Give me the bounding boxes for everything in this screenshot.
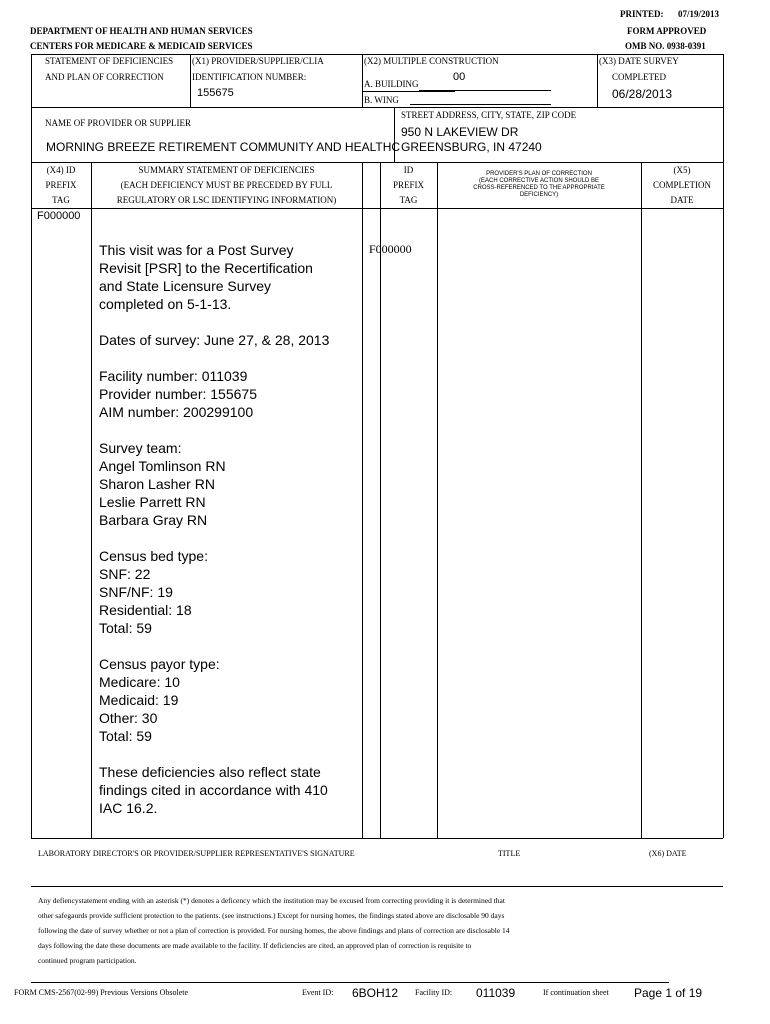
statement-label-line2: AND PLAN OF CORRECTION (45, 72, 164, 82)
summary-line: completed on 5-1-13. (99, 296, 232, 312)
x3-label-line1: (X3) DATE SURVEY (599, 56, 679, 66)
signature-label: LABORATORY DIRECTOR'S OR PROVIDER/SUPPLIER REPRESENTATIVE'S SIGNATURE (38, 849, 355, 858)
summary-line: and State Licensure Survey (99, 278, 271, 294)
x1-label-line2: IDENTIFICATION NUMBER: (192, 72, 307, 82)
event-id-value: 6BOH12 (352, 986, 399, 1000)
summary-line: This visit was for a Post Survey (99, 242, 294, 258)
summary-header-line3: REGULATORY OR LSC IDENTIFYING INFORMATION) (116, 195, 337, 205)
x4-header-line3: TAG (52, 195, 70, 205)
footnote-line: Any defiencystatement ending with an asterisk (*) denotes a deficency which the institution may be excused from correcting providing it is determined that (38, 896, 505, 905)
provider-name-value: MORNING BREEZE RETIREMENT COMMUNITY AND HEALTHC (46, 140, 401, 154)
summary-statement (99, 241, 329, 835)
summary-line: Dates of survey: June 27, & 28, 2013 (99, 332, 330, 348)
summary-line: Residential: 18 (99, 602, 192, 618)
x5-header-line3: DATE (670, 195, 694, 205)
form-number: FORM CMS-2567(02-99) Previous Versions Obsolete (14, 988, 189, 997)
x1-label-line1: (X1) PROVIDER/SUPPLIER/CLIA (192, 56, 324, 66)
poc-header-line2: (EACH CORRECTIVE ACTION SHOULD BE (478, 178, 600, 184)
id-header-line2: PREFIX (392, 180, 424, 190)
form-approved: FORM APPROVED (627, 26, 707, 36)
printed-date: 07/19/2013 (678, 9, 720, 19)
omb-number: OMB NO. 0938-0391 (625, 41, 706, 51)
facility-id-value: 011039 (476, 986, 516, 1000)
summary-line: SNF/NF: 19 (99, 584, 173, 600)
summary-line: Barbara Gray RN (99, 512, 208, 528)
footnote-line: other safegaurds provide sufficient protection to the patients. (see instructions.) Except for nursing homes, the findings stated above are disclosable 90 days (38, 911, 505, 920)
summary-line: Facility number: 011039 (99, 368, 248, 384)
page-number: Page 1 of 19 (634, 986, 703, 1000)
summary-paragraph (99, 331, 329, 349)
disclosure-footnote (38, 893, 510, 968)
summary-paragraph (99, 547, 329, 637)
summary-line: Medicare: 10 (99, 674, 180, 690)
summary-line: Survey team: (99, 440, 182, 456)
facility-id-label: Facility ID: (415, 988, 453, 997)
poc-header-line3: CROSS-REFERENCED TO THE APPROPRIATE (473, 185, 605, 191)
summary-line: Total: 59 (99, 728, 152, 744)
summary-line: Medicaid: 19 (99, 692, 179, 708)
summary-paragraph (99, 241, 329, 313)
summary-line: AIM number: 200299100 (99, 404, 254, 420)
poc-header-line4: DEFICIENCY) (519, 192, 559, 198)
summary-line: Angel Tomlinson RN (99, 458, 226, 474)
summary-line: SNF: 22 (99, 566, 151, 582)
summary-line: Provider number: 155675 (99, 386, 257, 402)
id-header-line1: ID (403, 165, 414, 175)
title-label: TITLE (498, 849, 521, 858)
address-line1: 950 N LAKEVIEW DR (401, 125, 519, 139)
survey-date-value: 06/28/2013 (612, 87, 673, 101)
summary-line: Leslie Parrett RN (99, 494, 206, 510)
summary-paragraph (99, 655, 329, 745)
printed-label: PRINTED: (620, 9, 664, 19)
summary-line: IAC 16.2. (99, 800, 158, 816)
summary-line: Revisit [PSR] to the Recertification (99, 260, 313, 276)
id-header-line3: TAG (399, 195, 418, 205)
x3-label-line2: COMPLETED (612, 72, 666, 82)
department-title: DEPARTMENT OF HEALTH AND HUMAN SERVICES (30, 26, 253, 36)
summary-line: Sharon Lasher RN (99, 476, 215, 492)
footnote-line: days following the date these documents are made available to the facility. If deficiencies are cited, an approved plan of correction is requisite to (38, 941, 472, 950)
summary-paragraph (99, 367, 329, 421)
provider-id-value: 155675 (197, 87, 234, 99)
provider-name-label: NAME OF PROVIDER OR SUPPLIER (45, 118, 192, 128)
continuation-label: If continuation sheet (543, 988, 609, 997)
x4-header-line2: PREFIX (45, 180, 77, 190)
event-id-label: Event ID: (302, 988, 334, 997)
footnote-line: following the date of survey whether or not a plan of correction is provided. For nursing homes, the above findings and plans of correction are disclosable 14 (38, 926, 510, 935)
summary-line: Census payor type: (99, 656, 220, 672)
summary-line: findings cited in accordance with 410 (99, 782, 328, 798)
statement-label-line1: STATEMENT OF DEFICIENCIES (45, 56, 174, 66)
footnote-line: continued program participation. (38, 956, 137, 965)
summary-line: These deficiencies also reflect state (99, 764, 321, 780)
summary-paragraph (99, 439, 329, 529)
summary-line: Other: 30 (99, 710, 158, 726)
summary-header-line1: SUMMARY STATEMENT OF DEFICIENCIES (138, 165, 315, 175)
address-line2: GREENSBURG, IN 47240 (401, 140, 542, 154)
building-label: A. BUILDING (364, 79, 419, 89)
id-prefix-tag-value: F000000 (369, 242, 412, 256)
poc-header-line1: PROVIDER'S PLAN OF CORRECTION (486, 171, 592, 177)
building-value: 00 (453, 71, 466, 83)
summary-line: Census bed type: (99, 548, 208, 564)
x4-header-line1: (X4) ID (46, 165, 76, 175)
x6-date-label: (X6) DATE (649, 849, 687, 858)
summary-line: Total: 59 (99, 620, 152, 636)
x5-header-line1: (X5) (673, 165, 691, 175)
address-label: STREET ADDRESS, CITY, STATE, ZIP CODE (401, 110, 577, 120)
x5-header-line2: COMPLETION (653, 180, 711, 190)
summary-header-line2: (EACH DEFICIENCY MUST BE PRECEDED BY FULL (120, 180, 333, 190)
prefix-tag-value: F000000 (37, 210, 81, 222)
wing-label: B. WING (364, 95, 399, 105)
summary-paragraph (99, 763, 329, 817)
x2-label: (X2) MULTIPLE CONSTRUCTION (364, 56, 499, 66)
centers-title: CENTERS FOR MEDICARE & MEDICAID SERVICES (30, 41, 253, 51)
